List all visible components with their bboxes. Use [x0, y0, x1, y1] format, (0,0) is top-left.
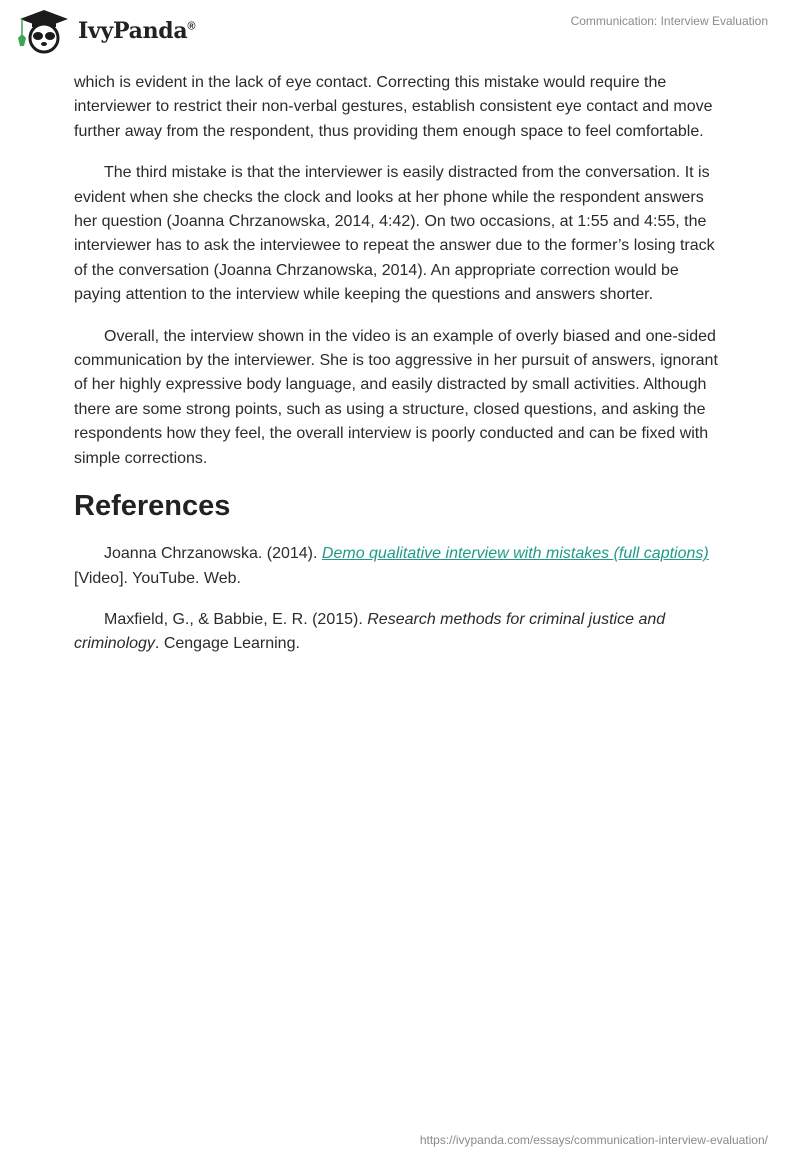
document-title: Communication: Interview Evaluation [570, 14, 768, 28]
reference-text: [Video]. YouTube. Web. [74, 569, 241, 587]
reference-text: . Cengage Learning. [154, 635, 300, 653]
paragraph: which is evident in the lack of eye contact. Correcting this mistake would require the interviewer to restrict their non-verbal gestures, establish consistent eye contact and move further away from the respondent, thus providing them enough space to feel comfortable. [74, 74, 713, 140]
reference-title: Research methods for criminal justice and criminology [74, 610, 666, 653]
reference-item [74, 608, 724, 657]
reference-item [74, 542, 724, 591]
reference-text: Maxfield, G., & Babbie, E. R. (2015). [104, 610, 368, 628]
footer-url: https://ivypanda.com/essays/communication-interview-evaluation/ [419, 1133, 768, 1147]
paragraph: The third mistake is that the interviewer is easily distracted from the conversation. It is evident when she checks the clock and looks at her phone while the respondent answers her question (Joanna Chrzanowska, 2014, 4:42). On two occasions, at 1:55 and 4:55, the interviewer has to ask the interviewee to repeat the answer due to the former’s losing track of the conversation (Joanna Chrzanowska, 2014). An appropriate correction would be paying attention to the interview while keeping the questions and answers shorter. [74, 164, 715, 304]
reference-video-link[interactable]: Demo qualitative interview with mistakes (full captions) [321, 545, 709, 563]
reference-text: Joanna Chrzanowska. (2014). [104, 545, 322, 563]
brand-name: IvyPanda® [78, 18, 196, 44]
essay-content [74, 71, 724, 674]
panda-graduate-icon [18, 8, 70, 54]
references-heading: References [74, 490, 231, 523]
ivypanda-logo[interactable] [18, 8, 195, 54]
paragraph: Overall, the interview shown in the video is an example of overly biased and one-sided communication by the interviewer. She is too aggressive in her pursuit of answers, ignorant of her highly expressive body language, and easily distracted by small activities. Although there are some strong points, such as using a structure, closed questions, and asking the respondents how they feel, the overall interview is poorly conducted and can be fixed with simple corrections. [74, 327, 718, 467]
page-header [0, 0, 800, 60]
